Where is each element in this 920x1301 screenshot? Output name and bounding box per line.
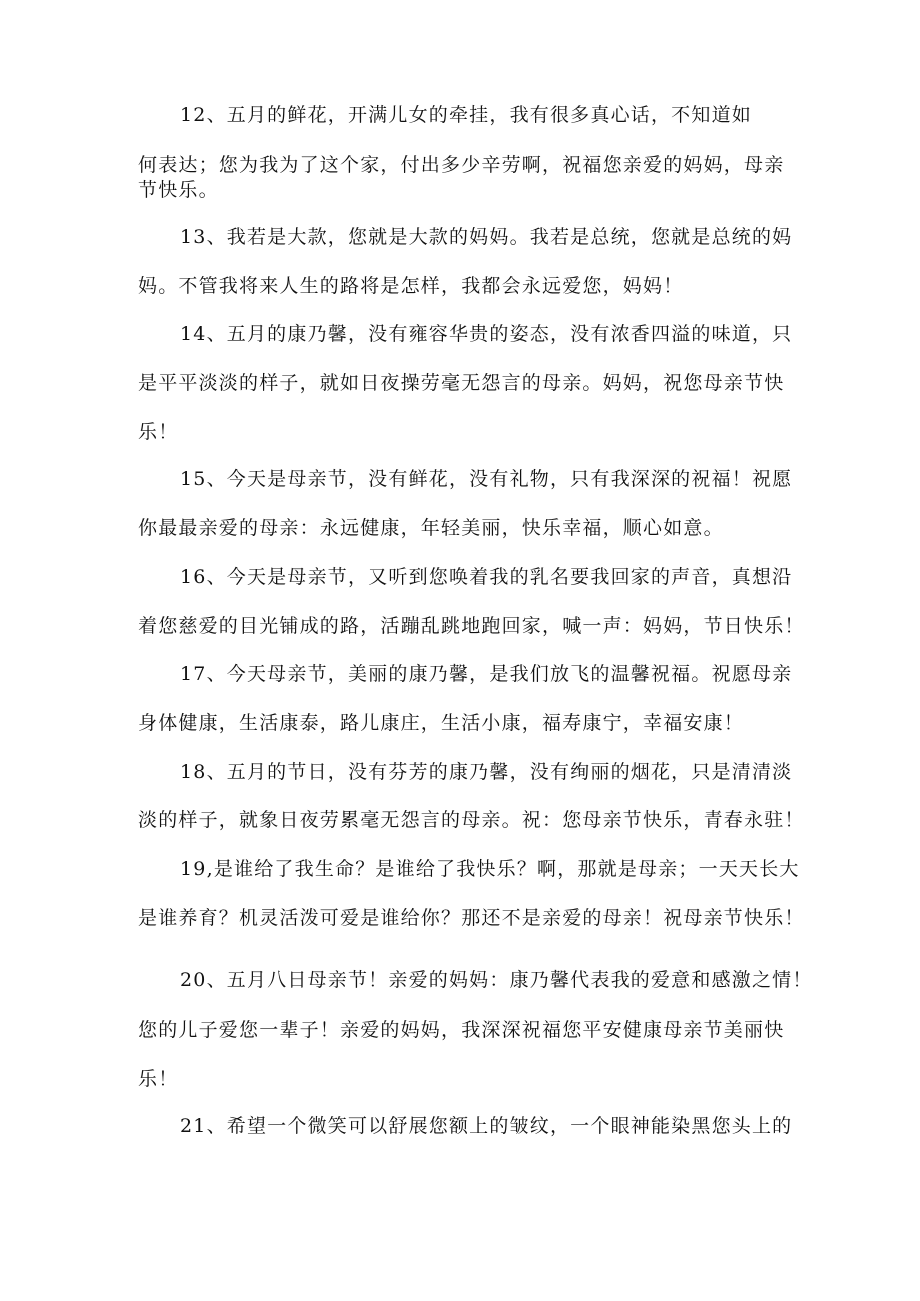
paragraph-12-line-1: 12、五月的鲜花，开满儿女的牵挂，我有很多真心话，不知道如 (180, 104, 752, 126)
paragraph-20-line-3: 乐！ (138, 1068, 179, 1090)
paragraph-20-line-2: 您的儿子爱您一辈子！亲爱的妈妈，我深深祝福您平安健康母亲节美丽快 (138, 1019, 785, 1041)
paragraph-14-line-3: 乐！ (138, 421, 179, 443)
paragraph-16-line-2: 着您慈爱的目光铺成的路，活蹦乱跳地跑回家，喊一声：妈妈，节日快乐！ (138, 615, 805, 637)
paragraph-16-line-1: 16、今天是母亲节，又听到您唤着我的乳名要我回家的声音，真想沿 (180, 566, 793, 588)
paragraph-14-line-1: 14、五月的康乃馨，没有雍容华贵的姿态，没有浓香四溢的味道，只 (180, 323, 793, 345)
paragraph-20-line-1: 20、五月八日母亲节！亲爱的妈妈：康乃馨代表我的爱意和感激之情！ (180, 969, 813, 991)
paragraph-14-line-2: 是平平淡淡的样子，就如日夜操劳毫无怨言的母亲。妈妈，祝您母亲节快 (138, 372, 785, 394)
paragraph-19-line-2: 是谁养育？机灵活泼可爱是谁给你？那还不是亲爱的母亲！祝母亲节快乐！ (138, 907, 805, 929)
paragraph-19-line-1: 19,是谁给了我生命？是谁给了我快乐？啊，那就是母亲；一天天长大 (180, 858, 800, 880)
paragraph-12-line-3: 节快乐。 (138, 179, 219, 201)
paragraph-17-line-2: 身体健康，生活康泰，路儿康庄，生活小康，福寿康宁，幸福安康！ (138, 712, 745, 734)
paragraph-18-line-1: 18、五月的节日，没有芬芳的康乃馨，没有绚丽的烟花，只是清清淡 (180, 761, 793, 783)
paragraph-17-line-1: 17、今天母亲节，美丽的康乃馨，是我们放飞的温馨祝福。祝愿母亲 (180, 663, 793, 685)
paragraph-21-line-1: 21、希望一个微笑可以舒展您额上的皱纹，一个眼神能染黑您头上的 (180, 1115, 793, 1137)
paragraph-15-line-2: 你最最亲爱的母亲：永远健康，年轻美丽，快乐幸福，顺心如意。 (138, 517, 724, 539)
paragraph-15-line-1: 15、今天是母亲节，没有鲜花，没有礼物，只有我深深的祝福！祝愿 (180, 468, 793, 490)
paragraph-13-line-2: 妈。不管我将来人生的路将是怎样，我都会永远爱您，妈妈！ (138, 275, 684, 297)
paragraph-12-line-2: 何表达；您为我为了这个家，付出多少辛劳啊，祝福您亲爱的妈妈，母亲 (138, 154, 785, 176)
paragraph-18-line-2: 淡的样子，就象日夜劳累毫无怨言的母亲。祝：您母亲节快乐，青春永驻！ (138, 809, 805, 831)
paragraph-13-line-1: 13、我若是大款，您就是大款的妈妈。我若是总统，您就是总统的妈 (180, 226, 793, 248)
